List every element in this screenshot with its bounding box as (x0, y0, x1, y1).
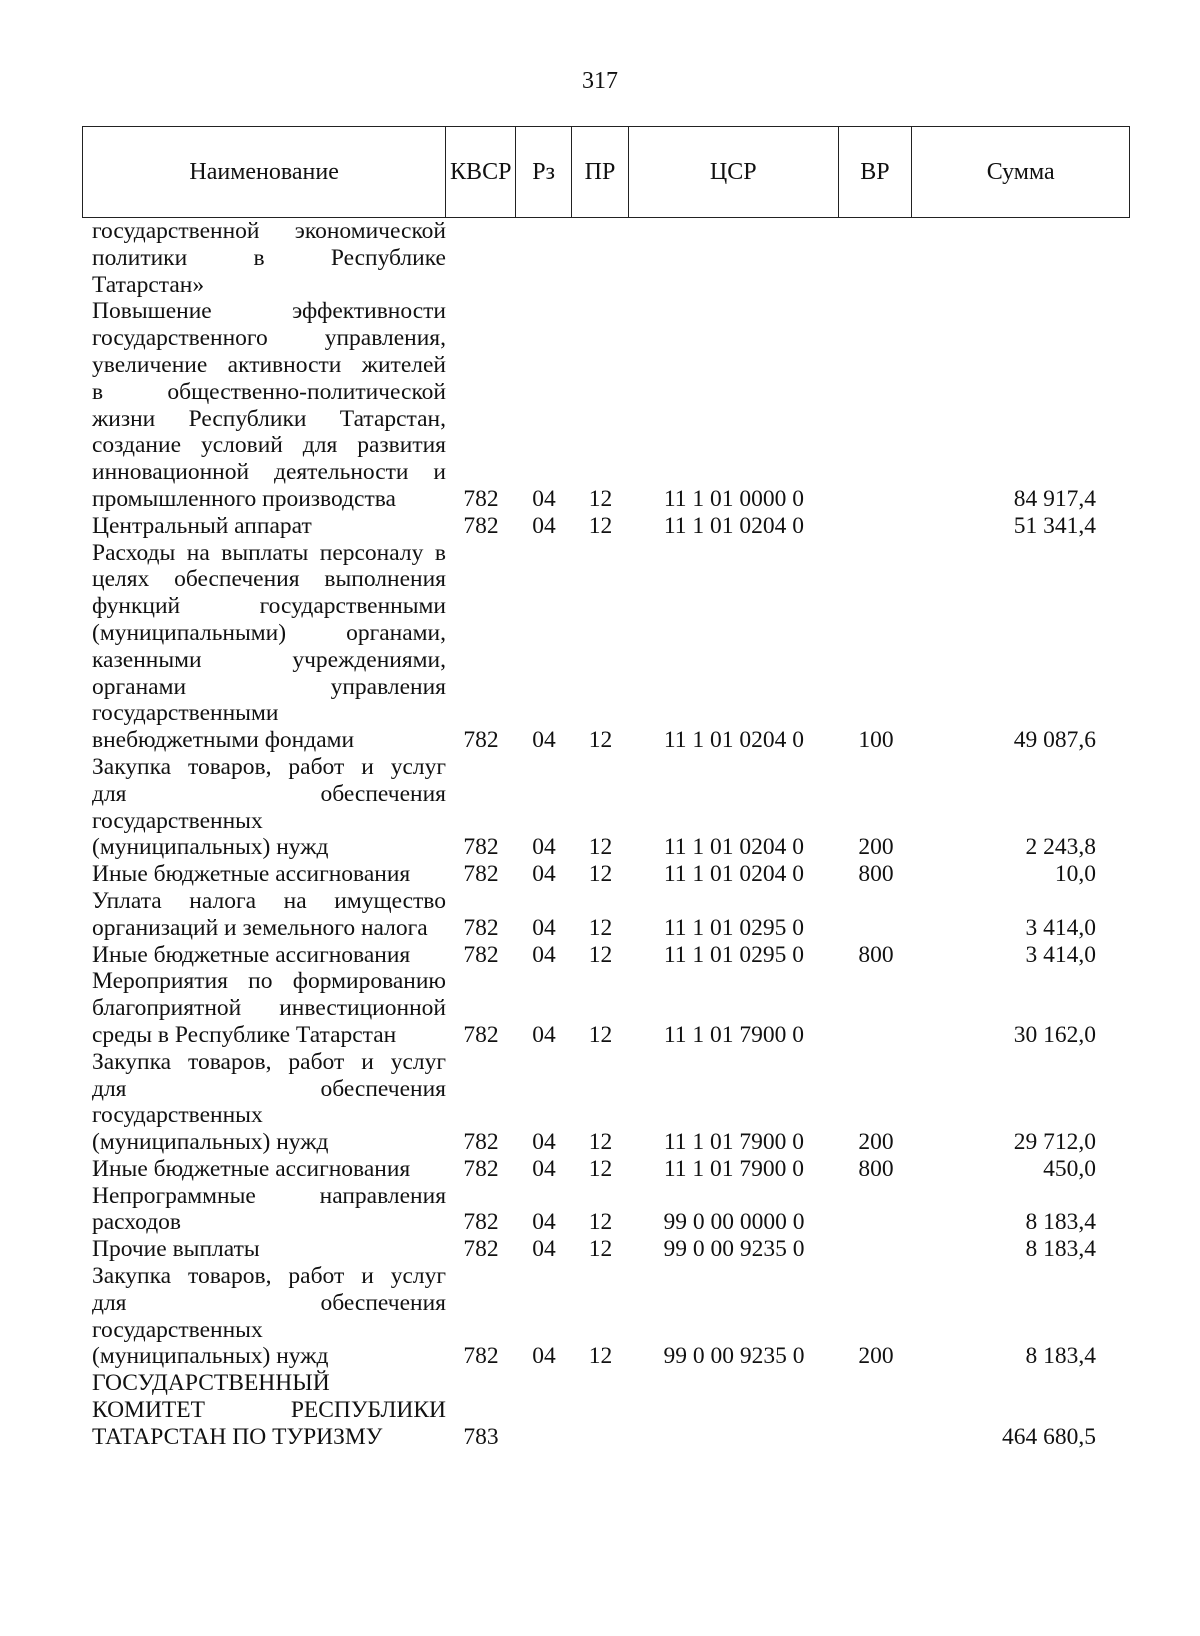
cell-pr: 12 (588, 1236, 613, 1263)
row-name-word: работ (288, 753, 345, 780)
header-kvsr: КВСР (446, 127, 516, 217)
table-row (82, 888, 1130, 942)
table-body (82, 218, 1130, 1451)
cell-vr: 200 (858, 1129, 894, 1156)
row-name-line: государственных (92, 1102, 263, 1129)
cell-csr: 99 0 00 9235 0 (663, 1236, 805, 1263)
row-name (82, 1236, 446, 1263)
row-name-line (92, 968, 446, 995)
row-name-line: (муниципальных) нужд (92, 834, 329, 861)
row-name-line (92, 781, 446, 808)
cell-pr: 12 (588, 1343, 613, 1370)
row-name-word: на (186, 539, 210, 566)
cell-pr: 12 (588, 834, 613, 861)
cell-csr: 11 1 01 0204 0 (663, 834, 805, 861)
row-name-line: Центральный аппарат (92, 512, 312, 539)
cell-vr: 800 (858, 1155, 894, 1182)
cell-rz: 04 (532, 1343, 556, 1370)
row-name-line (92, 432, 446, 459)
row-name-line (92, 352, 446, 379)
cell-sum: 29 712,0 (1013, 1129, 1096, 1156)
cell-pr: 12 (588, 914, 613, 941)
row-name-word: развития (357, 432, 446, 459)
cell-sum: 464 680,5 (1002, 1423, 1096, 1450)
row-name (82, 1156, 446, 1183)
cell-pr: 12 (588, 1129, 613, 1156)
cell-kvsr: 782 (463, 834, 499, 861)
row-name (82, 861, 446, 888)
row-name-line: государственных (92, 1316, 263, 1343)
table-row (82, 1049, 1130, 1156)
row-name-word: общественно-политической (167, 378, 446, 405)
row-name-word: Республики (188, 405, 307, 432)
row-name-line: среды в Республике Татарстан (92, 1021, 397, 1048)
row-name-line (92, 1049, 446, 1076)
cell-kvsr: 782 (463, 727, 499, 754)
cell-vr: 100 (858, 727, 894, 754)
row-name-line (92, 1263, 446, 1290)
row-name-word: целях (92, 566, 150, 593)
row-name-word: активности (227, 351, 342, 378)
row-name-line: внебюджетными фондами (92, 727, 355, 754)
row-name (82, 1263, 446, 1370)
row-name-word: для (302, 432, 338, 459)
row-name-word: инвестиционной (279, 995, 446, 1022)
row-name-line: Иные бюджетные ассигнования (92, 1155, 411, 1182)
cell-rz: 04 (532, 1209, 556, 1236)
row-name-line: ГОСУДАРСТВЕННЫЙ (92, 1370, 330, 1397)
row-name-word: обеспечения (320, 1075, 446, 1102)
row-name-word: Уплата (92, 887, 162, 914)
row-name-word: государственной (92, 218, 260, 244)
row-name-word: налога (189, 887, 257, 914)
row-name-word: функций (92, 593, 181, 620)
row-name-line (92, 406, 446, 433)
cell-rz: 04 (532, 1021, 556, 1048)
row-name-word: Мероприятия (92, 968, 228, 995)
row-name-line (92, 647, 446, 674)
row-name-word: услуг (390, 1048, 446, 1075)
row-name-line: Иные бюджетные ассигнования (92, 861, 411, 888)
table-row (82, 298, 1130, 512)
row-name-word: и (361, 1263, 374, 1290)
row-name-word: (муниципальными) (92, 619, 287, 646)
row-name-word: деятельности (273, 459, 409, 486)
cell-sum: 30 162,0 (1013, 1021, 1096, 1048)
table-row (82, 1183, 1130, 1237)
row-name-line (92, 995, 446, 1022)
row-name (82, 942, 446, 969)
row-name-word: в (434, 539, 446, 566)
cell-sum: 8 183,4 (1025, 1209, 1096, 1236)
table-row (82, 1370, 1130, 1450)
row-name-line: Прочие выплаты (92, 1236, 260, 1263)
row-name-word: КОМИТЕТ (92, 1397, 205, 1424)
row-name-word: в (92, 378, 104, 405)
row-name-word: работ (288, 1263, 345, 1290)
row-name-word: работ (288, 1048, 345, 1075)
row-name-word: Закупка (92, 753, 172, 780)
cell-kvsr: 783 (463, 1423, 499, 1450)
header-pr: ПР (572, 127, 629, 217)
row-name-word: для (92, 1289, 127, 1316)
row-name-line: Иные бюджетные ассигнования (92, 941, 411, 968)
cell-rz: 04 (532, 1129, 556, 1156)
row-name-word: Расходы (92, 539, 176, 566)
row-name-word: Татарстан, (339, 405, 446, 432)
row-name-word: политики (92, 244, 188, 271)
row-name-line (92, 379, 446, 406)
cell-sum: 2 243,8 (1025, 834, 1096, 861)
row-name-line (92, 459, 446, 486)
row-name-word: по (248, 968, 273, 995)
row-name-line: (муниципальных) нужд (92, 1129, 329, 1156)
cell-vr: 800 (858, 861, 894, 888)
cell-pr: 12 (588, 512, 613, 539)
cell-kvsr: 782 (463, 512, 499, 539)
row-name-line (92, 1076, 446, 1103)
row-name-word: выплаты (221, 539, 309, 566)
row-name-line (92, 888, 446, 915)
row-name-word: благоприятной (92, 995, 242, 1022)
table-row (82, 942, 1130, 969)
row-name-word: на (283, 887, 307, 914)
row-name-word: для (92, 1075, 127, 1102)
row-name-word: обеспечения (320, 1289, 446, 1316)
header-sum: Сумма (986, 158, 1055, 185)
row-name-line (92, 218, 446, 245)
row-name-line (92, 245, 446, 272)
cell-csr: 99 0 00 9235 0 (663, 1343, 805, 1370)
cell-pr: 12 (588, 1209, 613, 1236)
table-row (82, 754, 1130, 861)
row-name-word: увеличение (92, 351, 208, 378)
cell-kvsr: 782 (463, 914, 499, 941)
cell-rz: 04 (532, 914, 556, 941)
cell-sum: 8 183,4 (1025, 1236, 1096, 1263)
cell-sum: 49 087,6 (1013, 727, 1096, 754)
row-name-word: учреждениями, (292, 646, 446, 673)
table-row (82, 540, 1130, 754)
cell-pr: 12 (588, 727, 613, 754)
table-row (82, 861, 1130, 888)
row-name (82, 888, 446, 942)
cell-sum: 3 414,0 (1025, 914, 1096, 941)
row-name-word: обеспечения (174, 566, 300, 593)
cell-pr: 12 (588, 485, 613, 512)
row-name-line (92, 754, 446, 781)
cell-pr: 12 (588, 941, 613, 968)
row-name-word: управления (330, 673, 446, 700)
cell-csr: 11 1 01 0295 0 (663, 914, 805, 941)
row-name-word: инновационной (92, 459, 250, 486)
row-name-word: и (433, 459, 446, 486)
row-name-word: Непрограммные (92, 1182, 256, 1209)
cell-csr: 11 1 01 0000 0 (663, 485, 805, 512)
row-name-line: (муниципальных) нужд (92, 1343, 329, 1370)
row-name-line: государственными (92, 700, 279, 727)
row-name-line: ТАТАРСТАН ПО ТУРИЗМУ (92, 1423, 383, 1450)
page-number: 317 (582, 68, 618, 94)
row-name-word: персоналу (319, 539, 424, 566)
row-name-line (92, 620, 446, 647)
row-name-line: государственных (92, 807, 263, 834)
row-name (82, 968, 446, 1048)
cell-sum: 51 341,4 (1013, 512, 1096, 539)
cell-kvsr: 782 (463, 941, 499, 968)
cell-csr: 11 1 01 7900 0 (663, 1021, 805, 1048)
cell-vr: 800 (858, 941, 894, 968)
table-header (82, 126, 1130, 218)
cell-vr: 200 (858, 834, 894, 861)
cell-pr: 12 (588, 1155, 613, 1182)
row-name-word: для (92, 780, 127, 807)
row-name (82, 513, 446, 540)
cell-sum: 450,0 (1043, 1155, 1096, 1182)
cell-kvsr: 782 (463, 485, 499, 512)
row-name-line (92, 1397, 446, 1424)
row-name-word: жизни (92, 405, 156, 432)
row-name-word: Закупка (92, 1263, 172, 1290)
row-name-word: создание (92, 432, 182, 459)
row-name-word: товаров, (188, 753, 272, 780)
row-name-line (92, 1183, 446, 1210)
cell-kvsr: 782 (463, 861, 499, 888)
row-name-word: товаров, (188, 1263, 272, 1290)
header-name: Наименование (83, 127, 446, 217)
cell-csr: 11 1 01 0204 0 (663, 861, 805, 888)
row-name-word: условий (200, 432, 283, 459)
cell-csr: 99 0 00 0000 0 (663, 1209, 805, 1236)
row-name-word: в (253, 244, 265, 271)
row-name (82, 754, 446, 861)
row-name-word: формированию (292, 968, 446, 995)
row-name-word: Республике (330, 244, 446, 271)
row-name-line: организаций и земельного налога (92, 914, 428, 941)
cell-sum: 8 183,4 (1025, 1343, 1096, 1370)
row-name-line: расходов (92, 1209, 182, 1236)
cell-kvsr: 782 (463, 1209, 499, 1236)
table-row (82, 968, 1130, 1048)
row-name-word: органами (92, 673, 187, 700)
row-name-word: эффективности (292, 298, 446, 325)
row-name-word: экономической (294, 218, 446, 244)
row-name-line (92, 593, 446, 620)
table-row (82, 1236, 1130, 1263)
row-name-word: управления, (324, 325, 446, 352)
cell-kvsr: 782 (463, 1129, 499, 1156)
row-name-line: промышленного производства (92, 485, 396, 512)
row-name-word: РЕСПУБЛИКИ (290, 1397, 446, 1424)
table-row (82, 218, 1130, 298)
cell-kvsr: 782 (463, 1236, 499, 1263)
header-vr: ВР (839, 127, 913, 217)
row-name-word: обеспечения (320, 780, 446, 807)
row-name-line (92, 325, 446, 352)
cell-rz: 04 (532, 834, 556, 861)
row-name-word: жителей (361, 351, 446, 378)
cell-rz: 04 (532, 861, 556, 888)
header-rz: Рз (516, 127, 572, 217)
cell-sum: 84 917,4 (1013, 485, 1096, 512)
row-name-word: государственного (92, 325, 268, 352)
cell-kvsr: 782 (463, 1343, 499, 1370)
cell-csr: 11 1 01 0204 0 (663, 727, 805, 754)
table-row (82, 1156, 1130, 1183)
row-name-word: и (361, 1048, 374, 1075)
row-name (82, 1049, 446, 1156)
row-name-line (92, 566, 446, 593)
cell-rz: 04 (532, 1236, 556, 1263)
row-name-word: направления (319, 1182, 446, 1209)
cell-sum: 3 414,0 (1025, 941, 1096, 968)
row-name (82, 540, 446, 754)
cell-vr: 200 (858, 1343, 894, 1370)
cell-csr: 11 1 01 0295 0 (663, 941, 805, 968)
cell-csr: 11 1 01 7900 0 (663, 1129, 805, 1156)
row-name (82, 218, 446, 298)
row-name-word: Повышение (92, 298, 212, 325)
cell-pr: 12 (588, 861, 613, 888)
row-name-line (92, 540, 446, 567)
row-name-word: имущество (334, 887, 446, 914)
row-name-line: Татарстан» (92, 271, 205, 298)
cell-rz: 04 (532, 1155, 556, 1182)
header-csr: ЦСР (629, 127, 839, 217)
cell-rz: 04 (532, 485, 556, 512)
cell-kvsr: 782 (463, 1155, 499, 1182)
row-name-line (92, 674, 446, 701)
cell-rz: 04 (532, 512, 556, 539)
row-name (82, 1370, 446, 1450)
row-name-word: органами, (346, 619, 446, 646)
cell-sum: 10,0 (1054, 861, 1096, 888)
row-name-word: государственными (259, 593, 446, 620)
cell-rz: 04 (532, 727, 556, 754)
cell-rz: 04 (532, 941, 556, 968)
cell-csr: 11 1 01 7900 0 (663, 1155, 805, 1182)
cell-kvsr: 782 (463, 1021, 499, 1048)
cell-csr: 11 1 01 0204 0 (663, 512, 805, 539)
table-row (82, 1263, 1130, 1370)
row-name-line (92, 1290, 446, 1317)
table-row (82, 513, 1130, 540)
cell-pr: 12 (588, 1021, 613, 1048)
row-name-word: услуг (390, 1263, 446, 1290)
row-name-word: выполнения (324, 566, 446, 593)
row-name-word: и (361, 753, 374, 780)
row-name-word: услуг (390, 753, 446, 780)
row-name-word: казенными (92, 646, 202, 673)
row-name (82, 1183, 446, 1237)
row-name (82, 298, 446, 512)
row-name-line (92, 298, 446, 325)
row-name-word: Закупка (92, 1048, 172, 1075)
row-name-word: товаров, (188, 1048, 272, 1075)
